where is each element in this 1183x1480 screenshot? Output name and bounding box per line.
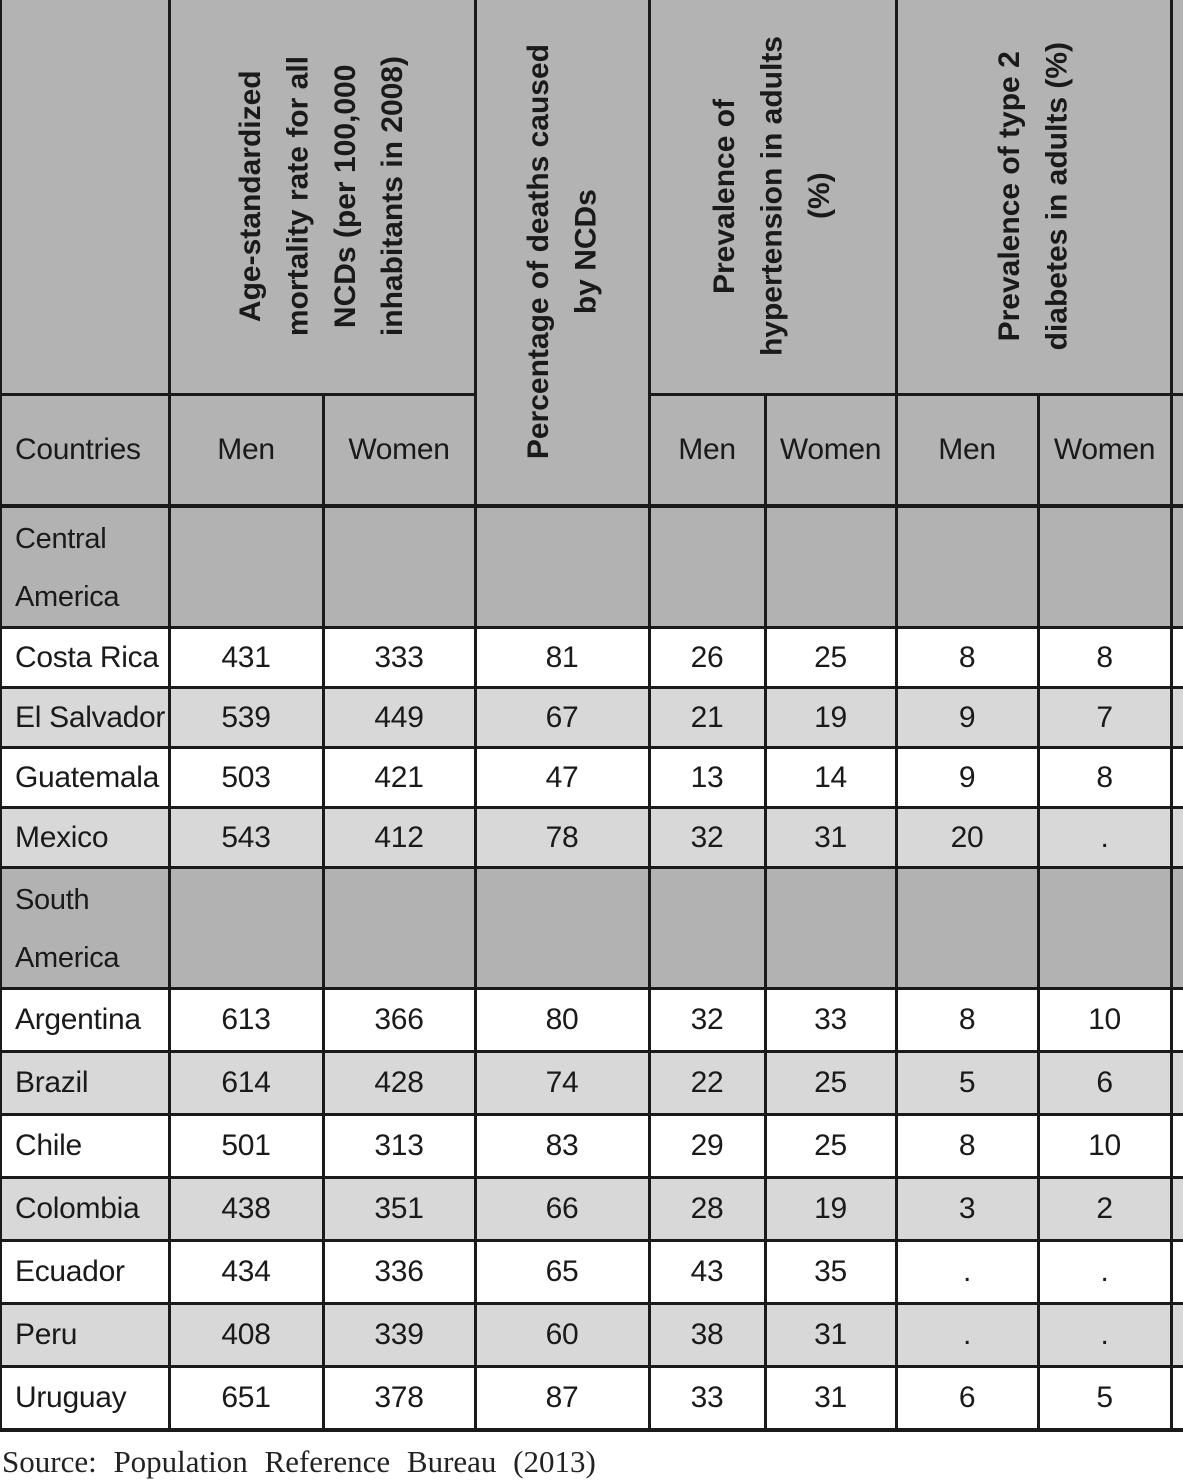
value-cell: 8 xyxy=(896,628,1038,688)
value-cell: 43 xyxy=(649,1241,765,1304)
value-cell: 339 xyxy=(323,1304,475,1367)
table-row xyxy=(1,1178,1183,1241)
table-row xyxy=(1,1304,1183,1367)
table-row xyxy=(1,748,1183,808)
value-cell: 28 xyxy=(649,1178,765,1241)
value-cell: . xyxy=(896,1304,1038,1367)
value-cell: 47 xyxy=(475,748,649,808)
value-cell: 38 xyxy=(649,1304,765,1367)
value-cell: 31 xyxy=(765,1367,896,1430)
women-header: Women xyxy=(1038,394,1171,506)
column-header-mortality xyxy=(169,0,475,394)
men-header: Men xyxy=(649,394,765,506)
filler-cell xyxy=(1171,628,1183,688)
value-cell: 6 xyxy=(896,1367,1038,1430)
value-cell: 408 xyxy=(169,1304,323,1367)
value-cell: 33 xyxy=(765,989,896,1052)
column-header-diabetes xyxy=(896,0,1171,394)
men-header: Men xyxy=(169,394,323,506)
value-cell: 8 xyxy=(896,1115,1038,1178)
value-cell: 60 xyxy=(475,1304,649,1367)
filler-cell xyxy=(1171,989,1183,1052)
value-cell: 503 xyxy=(169,748,323,808)
filler-cell xyxy=(1171,1367,1183,1430)
column-header-text xyxy=(986,42,1081,350)
value-cell: . xyxy=(1038,1241,1171,1304)
value-cell: 613 xyxy=(169,989,323,1052)
header-line: Prevalence of xyxy=(708,98,742,294)
country-cell: Guatemala xyxy=(1,748,169,808)
table-row xyxy=(1,808,1183,868)
value-cell: 20 xyxy=(896,808,1038,868)
value-cell: . xyxy=(1038,808,1171,868)
value-cell: 501 xyxy=(169,1115,323,1178)
country-cell: Uruguay xyxy=(1,1367,169,1430)
value-cell: 33 xyxy=(649,1367,765,1430)
value-cell: 81 xyxy=(475,628,649,688)
value-cell: 31 xyxy=(765,808,896,868)
table-row xyxy=(1,1241,1183,1304)
rotated-text-wrap xyxy=(651,2,895,390)
filler-cell xyxy=(1171,1178,1183,1241)
value-cell: 3 xyxy=(896,1178,1038,1241)
source-note: Source: Population Reference Bureau (2013) xyxy=(2,1443,596,1479)
value-cell: 25 xyxy=(765,628,896,688)
value-cell: 434 xyxy=(169,1241,323,1304)
header-line: inhabitants in 2008) xyxy=(376,56,410,337)
value-cell: 13 xyxy=(649,748,765,808)
filler-cell xyxy=(1171,808,1183,868)
value-cell: 80 xyxy=(475,989,649,1052)
filler-cell xyxy=(1171,688,1183,748)
value-cell: 67 xyxy=(475,688,649,748)
value-cell: . xyxy=(1038,1304,1171,1367)
rotated-text-wrap xyxy=(898,2,1170,390)
value-cell: 66 xyxy=(475,1178,649,1241)
country-cell: Argentina xyxy=(1,989,169,1052)
country-cell: Brazil xyxy=(1,1052,169,1115)
header-line: diabetes in adults (%) xyxy=(1040,42,1074,351)
filler-cell xyxy=(1171,506,1183,628)
women-header: Women xyxy=(765,394,896,506)
column-header-hypertension xyxy=(649,0,896,394)
value-cell: 22 xyxy=(649,1052,765,1115)
country-cell: Colombia xyxy=(1,1178,169,1241)
value-cell: 74 xyxy=(475,1052,649,1115)
value-cell: 351 xyxy=(323,1178,475,1241)
header-line: Percentage of deaths caused xyxy=(521,44,555,460)
rotated-text-wrap xyxy=(171,2,474,390)
value-cell: 421 xyxy=(323,748,475,808)
header-line: hypertension in adults xyxy=(755,36,789,357)
header-line: Prevalence of type 2 xyxy=(993,51,1027,342)
column-header-text xyxy=(227,56,417,336)
value-cell: 35 xyxy=(765,1241,896,1304)
value-cell: 19 xyxy=(765,688,896,748)
filler-cell xyxy=(1171,0,1183,394)
value-cell: 539 xyxy=(169,688,323,748)
value-cell: 5 xyxy=(896,1052,1038,1115)
value-cell: 26 xyxy=(649,628,765,688)
value-cell: 651 xyxy=(169,1367,323,1430)
value-cell: . xyxy=(896,1241,1038,1304)
value-cell: 431 xyxy=(169,628,323,688)
value-cell: 21 xyxy=(649,688,765,748)
value-cell: 412 xyxy=(323,808,475,868)
value-cell: 8 xyxy=(896,989,1038,1052)
value-cell: 543 xyxy=(169,808,323,868)
filler-cell xyxy=(1171,1241,1183,1304)
value-cell: 438 xyxy=(169,1178,323,1241)
country-cell: Chile xyxy=(1,1115,169,1178)
value-cell: 87 xyxy=(475,1367,649,1430)
header-line: (%) xyxy=(803,172,837,220)
header-line: by NCDs xyxy=(569,189,602,315)
filler-cell xyxy=(1171,1115,1183,1178)
value-cell: 9 xyxy=(896,688,1038,748)
value-cell: 2 xyxy=(1038,1178,1171,1241)
value-cell: 333 xyxy=(323,628,475,688)
value-cell: 449 xyxy=(323,688,475,748)
section-label: Central America xyxy=(1,506,169,628)
table-row xyxy=(1,688,1183,748)
women-header: Women xyxy=(323,394,475,506)
value-cell: 14 xyxy=(765,748,896,808)
country-cell: Ecuador xyxy=(1,1241,169,1304)
filler-cell xyxy=(1171,748,1183,808)
header-row-titles xyxy=(1,0,1183,394)
header-line: Age-standardized xyxy=(234,70,268,323)
header-line: NCDs (per 100,000 xyxy=(329,64,362,328)
value-cell: 78 xyxy=(475,808,649,868)
table-row xyxy=(1,1052,1183,1115)
value-cell: 614 xyxy=(169,1052,323,1115)
filler-cell xyxy=(1171,1304,1183,1367)
value-cell: 83 xyxy=(475,1115,649,1178)
value-cell: 428 xyxy=(323,1052,475,1115)
column-header-text xyxy=(701,36,843,356)
men-header: Men xyxy=(896,394,1038,506)
rotated-text-wrap xyxy=(477,2,648,502)
value-cell: 10 xyxy=(1038,989,1171,1052)
filler-cell xyxy=(1171,394,1183,506)
value-cell: 29 xyxy=(649,1115,765,1178)
country-cell: Mexico xyxy=(1,808,169,868)
country-cell: Peru xyxy=(1,1304,169,1367)
value-cell: 366 xyxy=(323,989,475,1052)
value-cell: 5 xyxy=(1038,1367,1171,1430)
value-cell: 378 xyxy=(323,1367,475,1430)
value-cell: 65 xyxy=(475,1241,649,1304)
section-row-central-america xyxy=(1,506,1183,628)
value-cell: 313 xyxy=(323,1115,475,1178)
value-cell: 6 xyxy=(1038,1052,1171,1115)
value-cell: 32 xyxy=(649,808,765,868)
table-row xyxy=(1,1367,1183,1430)
value-cell: 19 xyxy=(765,1178,896,1241)
filler-cell xyxy=(1171,868,1183,989)
value-cell: 336 xyxy=(323,1241,475,1304)
countries-header: Countries xyxy=(1,394,169,506)
table-row xyxy=(1,628,1183,688)
table-row xyxy=(1,1115,1183,1178)
filler-cell xyxy=(1171,1052,1183,1115)
column-header-text xyxy=(515,44,610,459)
value-cell: 10 xyxy=(1038,1115,1171,1178)
value-cell: 25 xyxy=(765,1115,896,1178)
value-cell: 8 xyxy=(1038,628,1171,688)
value-cell: 8 xyxy=(1038,748,1171,808)
section-row-south-america xyxy=(1,868,1183,989)
column-header-pct-deaths xyxy=(475,0,649,506)
table-row xyxy=(1,989,1183,1052)
country-cell: Costa Rica xyxy=(1,628,169,688)
value-cell: 7 xyxy=(1038,688,1171,748)
corner-cell xyxy=(1,0,169,394)
value-cell: 25 xyxy=(765,1052,896,1115)
value-cell: 32 xyxy=(649,989,765,1052)
header-line: mortality rate for all xyxy=(281,56,315,337)
value-cell: 9 xyxy=(896,748,1038,808)
value-cell: 31 xyxy=(765,1304,896,1367)
section-label: South America xyxy=(1,868,169,989)
country-cell: El Salvador xyxy=(1,688,169,748)
